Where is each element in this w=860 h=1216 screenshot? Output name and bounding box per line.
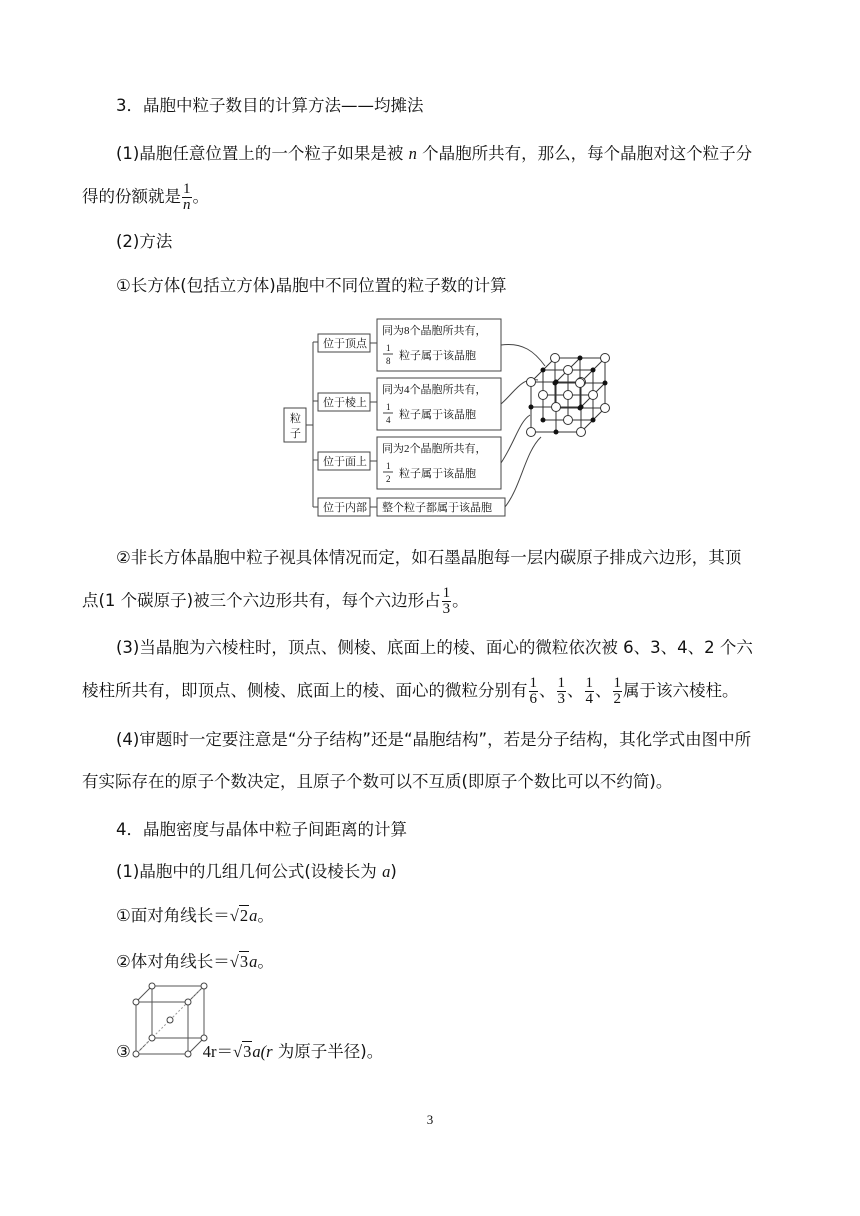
desc-face-line1: 同为2个晶胞所共有， (382, 443, 487, 455)
q2-var: a (249, 906, 258, 925)
q4-mark: ③ (116, 1042, 131, 1061)
sqrt-3b: √3 (233, 1042, 252, 1061)
frac-num: 1 (557, 675, 565, 691)
q1-end: ) (390, 862, 397, 881)
q4-var: a(r (252, 1042, 273, 1061)
q1-var: a (382, 862, 391, 881)
frac-den: 3 (557, 691, 565, 707)
frac-sep: 、 (595, 681, 612, 700)
frac-den: 4 (585, 691, 593, 707)
pos-label-edge: 位于棱上 (323, 397, 367, 409)
p5-end: 属于该六棱柱。 (623, 681, 739, 700)
desc-edge-line1: 同为4个晶胞所共有， (382, 384, 487, 396)
q1-text: (1)晶胞中的几组几何公式(设棱长为 (116, 862, 377, 881)
desc-edge-num: 1 (386, 402, 391, 412)
paragraph-graphite-line-1: ②非长方体晶胞中粒子视具体情况而定，如石墨晶胞每一层内碳原子排成六边形，其顶 (116, 548, 742, 567)
desc-vertex-line2: 粒子属于该晶胞 (399, 350, 476, 362)
sqrt-3: √3 (229, 952, 249, 971)
frac-num: 1 (613, 675, 621, 691)
unit-cell-counting-diagram (283, 312, 623, 522)
q2-end: 。 (257, 906, 274, 925)
desc-face-num: 1 (386, 461, 391, 471)
q4-end: 为原子半径)。 (277, 1042, 384, 1061)
frac-den: 6 (529, 691, 537, 707)
frac-den: n (183, 197, 191, 213)
fraction-1-over-3 (442, 586, 452, 617)
q2-text: ①面对角线长＝ (116, 906, 230, 925)
p1-text-a: (1)晶胞任意位置上的一个粒子如果是被 (116, 144, 404, 163)
q4-4r: 4r (202, 1042, 217, 1061)
pos-label-inside: 位于内部 (323, 502, 367, 514)
p1-text-b: 个晶胞所共有，那么，每个晶胞对这个粒子分 (422, 144, 753, 163)
frac-den: 2 (613, 691, 621, 707)
paragraph-graphite-line-2 (82, 586, 469, 617)
fraction-1-over-2 (613, 676, 623, 707)
frac-sep: 、 (539, 681, 556, 700)
q3-text: ②体对角线长＝ (116, 952, 230, 971)
paragraph-1-line-2 (82, 182, 209, 213)
radicand: 2 (239, 906, 249, 925)
q4-eq: ＝ (216, 1042, 234, 1061)
radicand: 3 (243, 1042, 252, 1061)
fraction-1-over-3b (557, 676, 567, 707)
q3-end: 。 (257, 952, 274, 971)
frac-num: 1 (585, 675, 593, 691)
desc-face-line2: 粒子属于该晶胞 (399, 468, 476, 480)
paragraph-structure-line-2: 有实际存在的原子个数决定，且原子个数可以不互质(即原子个数比可以不约简)。 (82, 772, 673, 791)
root-char-1: 粒 (290, 413, 301, 425)
q3-var: a (249, 952, 258, 971)
desc-vertex-num: 1 (386, 343, 391, 353)
section-3-title: 3．晶胞中粒子数目的计算方法——均摊法 (116, 96, 424, 115)
desc-edge-line2: 粒子属于该晶胞 (399, 409, 476, 421)
frac-num: 1 (183, 181, 191, 197)
pos-label-vertex: 位于顶点 (323, 338, 367, 350)
p1-end: 。 (192, 187, 209, 206)
p4-text-b: 点(1 个碳原子)被三个六边形共有，每个六边形占 (82, 591, 441, 610)
section-4-title: 4．晶胞密度与晶体中粒子间距离的计算 (116, 820, 407, 839)
paragraph-hex-prism-line-2 (82, 676, 739, 707)
desc-vertex-den: 8 (386, 356, 391, 366)
root-char-2: 子 (290, 428, 301, 440)
p5-text-b: 棱柱所共有，即顶点、侧棱、底面上的棱、面心的微粒分别有 (82, 681, 528, 700)
paragraph-structure-line-1: (4)审题时一定要注意是“分子结构”还是“晶胞结构”，若是分子结构，其化学式由图中所 (116, 730, 752, 749)
radius-formula (116, 1040, 383, 1064)
frac-den: 3 (442, 601, 451, 617)
p4-end: 。 (452, 591, 469, 610)
frac-num: 1 (529, 675, 537, 691)
cuboid-heading: ①长方体(包括立方体)晶胞中不同位置的粒子数的计算 (116, 276, 507, 295)
face-diagonal-formula (116, 904, 274, 928)
page-number: 3 (426, 1112, 434, 1127)
sqrt-2: √2 (229, 906, 249, 925)
frac-num: 1 (442, 585, 451, 601)
desc-inside-line1: 整个粒子都属于该晶胞 (382, 502, 492, 514)
p1-var-n: n (408, 144, 417, 163)
desc-edge-den: 4 (386, 415, 391, 425)
paragraph-1-line-1 (116, 142, 752, 166)
desc-vertex-line1: 同为8个晶胞所共有， (382, 325, 487, 337)
desc-face-den: 2 (386, 474, 391, 484)
paragraph-hex-prism-line-1: (3)当晶胞为六棱柱时，顶点、侧棱、底面上的棱、面心的微粒依次被 6、3、4、2 个六 (116, 638, 753, 657)
geometry-formulas-heading (116, 860, 397, 884)
fraction-1-over-6 (529, 676, 539, 707)
radicand: 3 (239, 952, 249, 971)
body-diagonal-formula (116, 950, 274, 974)
p1-text-c: 得的份额就是 (82, 187, 181, 206)
frac-sep: 、 (567, 681, 584, 700)
pos-label-face: 位于面上 (323, 456, 367, 468)
fraction-1-over-n (182, 182, 192, 213)
fraction-1-over-4 (585, 676, 595, 707)
method-heading: (2)方法 (116, 232, 173, 251)
